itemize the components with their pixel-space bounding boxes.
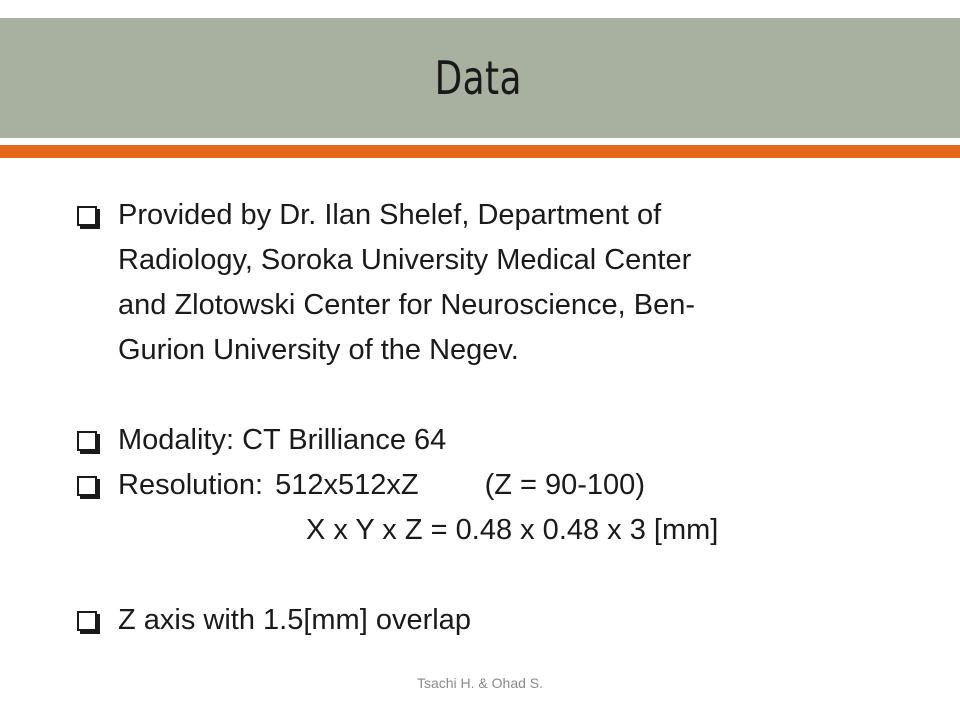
bullet-provider-line: Radiology, Soroka University Medical Center: [118, 244, 692, 276]
resolution-dimensions: X x Y x Z = 0.48 x 0.48 x 3 [mm]: [306, 514, 719, 546]
bullet-z-axis-text: Z axis with 1.5[mm] overlap: [118, 604, 471, 636]
accent-bar: [0, 145, 960, 158]
resolution-range: (Z = 90-100): [484, 469, 645, 501]
checkbox-bullet-icon: [77, 611, 97, 631]
bullet-modality: [72, 418, 932, 463]
bullet-provider: [72, 193, 932, 373]
spacer: [72, 553, 932, 598]
bullet-provider-line: Gurion University of the Negev.: [118, 334, 519, 366]
checkbox-bullet-icon: [77, 431, 97, 451]
bullet-resolution: [72, 463, 932, 553]
bullet-provider-line: Provided by Dr. Ilan Shelef, Department of: [118, 199, 662, 231]
bullet-modality-text: Modality: CT Brilliance 64: [118, 424, 447, 456]
resolution-line: [118, 463, 932, 508]
bullet-provider-line: and Zlotowski Center for Neuroscience, Ben-: [118, 289, 696, 321]
slide-footer: Tsachi H. & Ohad S.: [416, 675, 544, 691]
checkbox-bullet-icon: [77, 206, 97, 226]
slide-title: Data: [434, 51, 522, 105]
resolution-label: Resolution:: [118, 469, 264, 501]
slide-content: [72, 193, 932, 643]
bullet-z-axis: [72, 598, 932, 643]
spacer: [72, 373, 932, 418]
checkbox-bullet-icon: [77, 476, 97, 496]
resolution-value: 512x512xZ: [275, 469, 419, 501]
